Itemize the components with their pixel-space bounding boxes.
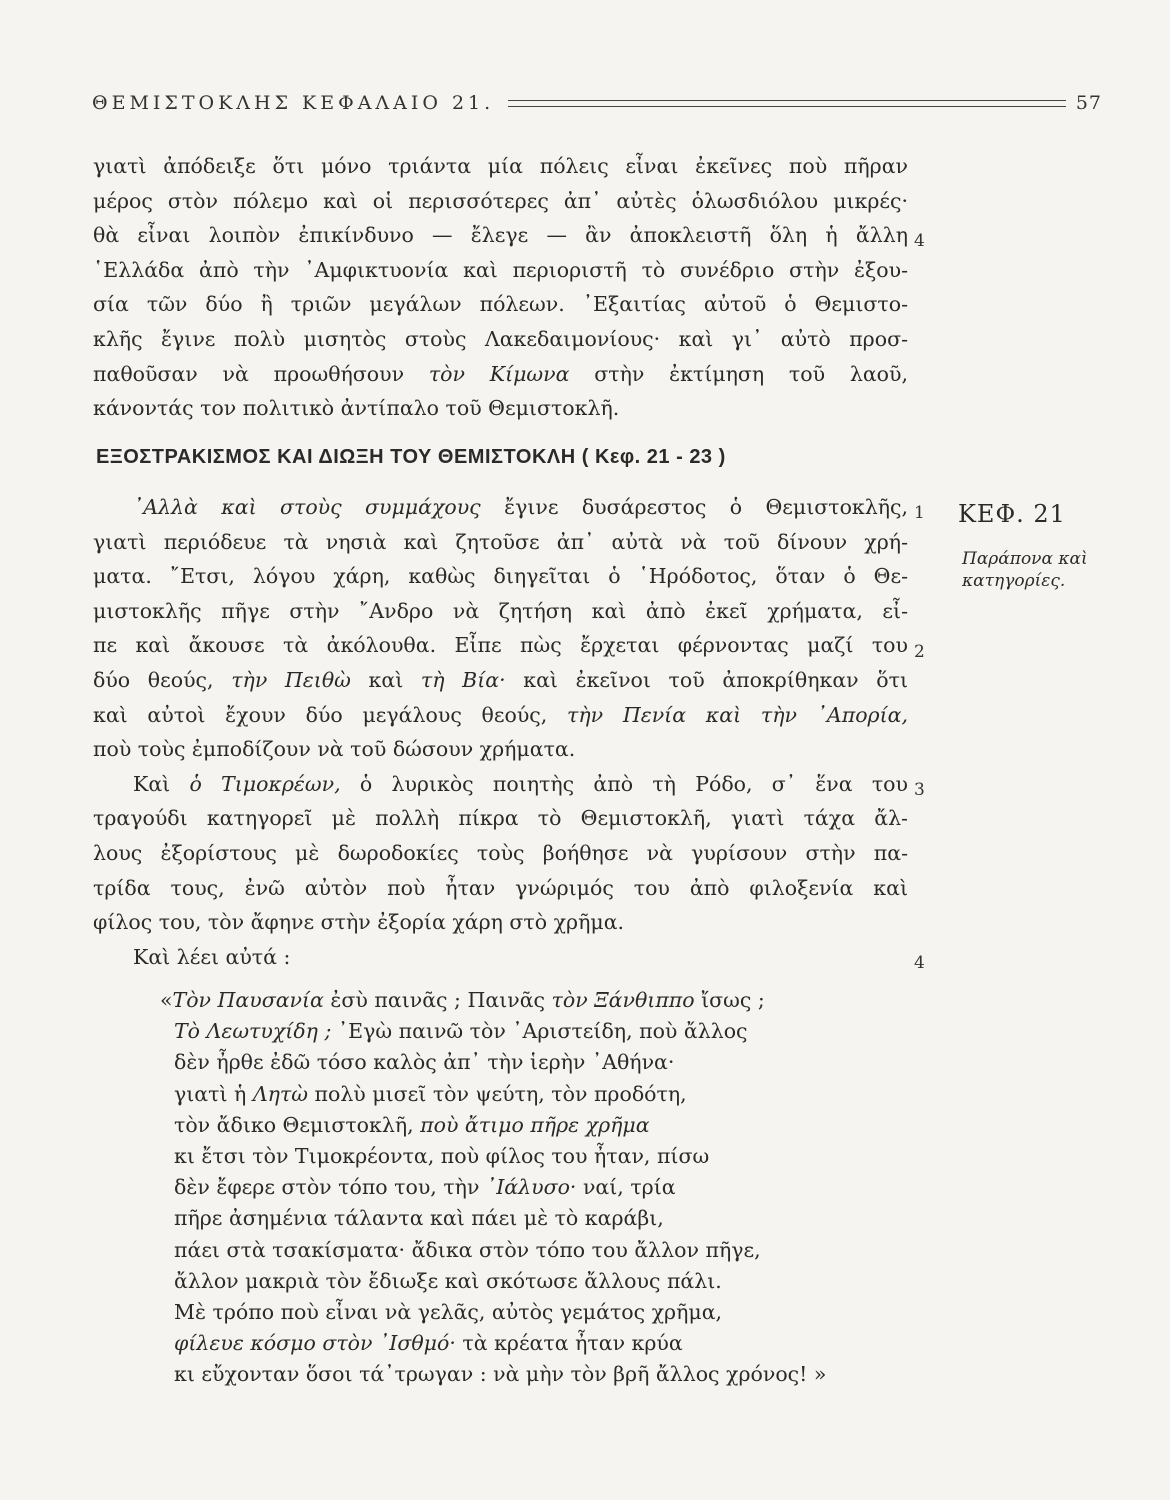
verse-line: κι εὔχονταν ὅσοι τά᾽τρωγαν : νὰ μὴν τὸν βρῆ ἄλλος χρόνος! »	[174, 1362, 827, 1387]
text-line: γιατὶ ἀπόδειξε ὅτι μόνο τριάντα μία πόλεις εἶναι ἐκεῖνες ποὺ πῆραν	[93, 154, 908, 178]
italic-run: Τὸν Παυσανία	[172, 988, 324, 1012]
text-line: γιατὶ περιόδευε τὰ νησιὰ καὶ ζητοῦσε ἀπ᾽ αὐτὰ νὰ τοῦ δίνουν χρή-	[93, 529, 908, 554]
text-line: πε καὶ ἄκουσε τὰ ἀκόλουθα. Εἶπε πὼς ἔρχεται φέρνοντας μαζί του	[93, 633, 908, 658]
text-run: γιατὶ ἡ	[174, 1081, 253, 1106]
text-line: φίλος του, τὸν ἄφηνε στὴν ἐξορία χάρη στὸ χρῆμα.	[93, 910, 625, 935]
text-line: μιστοκλῆς πῆγε στὴν ῎Ανδρο νὰ ζητήση καὶ ἀπὸ ἐκεῖ χρήματα, εἶ-	[93, 598, 908, 623]
italic-run: ὁ Τιμοκρέων,	[189, 771, 341, 796]
sidebar-note-line: Παράπονα καὶ	[962, 549, 1088, 569]
text-line: μέρος στὸν πόλεμο καὶ οἱ περισσότερες ἀπ᾽ αὐτὲς ὁλωσδιόλου μικρές·	[93, 188, 908, 213]
text-line: τρίδα τους, ἐνῶ αὐτὸν ποὺ ἦταν γνώριμός του ἀπὸ φιλοξενία καὶ	[93, 875, 908, 900]
italic-run: Τὸ Λεωτυχίδη ;	[174, 1019, 332, 1044]
text-run: καὶ ἐκεῖνοι τοῦ ἀποκρίθηκαν ὅτι	[505, 667, 908, 692]
italic-run: Λητὼ	[252, 1081, 308, 1106]
verse-line	[160, 1079, 920, 1110]
text-run: πολὺ μισεῖ τὸν ψεύτη, τὸν προδότη,	[307, 1081, 687, 1106]
sidebar-note-line: κατηγορίες.	[962, 571, 1066, 591]
text-line	[93, 767, 908, 802]
text-line: σία τῶν δύο ἢ τριῶν μεγάλων πόλεων. ᾽Εξαιτίας αὐτοῦ ὁ Θεμιστο-	[93, 292, 908, 317]
section-heading: ΕΞΟΣΤΡΑΚΙΣΜΟΣ ΚΑΙ ΔΙΩΞΗ ΤΟΥ ΘΕΜΙΣΤΟΚΛΗ ( Κεφ. 21 - 23 )	[96, 446, 726, 468]
italic-run: τὴν Πενία καὶ τὴν ᾽Απορία,	[567, 702, 908, 727]
italic-run: ᾽Ιάλυσο·	[485, 1175, 577, 1200]
text-line	[93, 357, 908, 392]
verse-line	[160, 1328, 920, 1359]
text-line: ποὺ τοὺς ἐμποδίζουν νὰ τοῦ δώσουν χρήματα.	[93, 737, 576, 762]
text-run: ἔγινε δυσάρεστος ὁ Θεμιστοκλῆς,	[480, 495, 908, 519]
text-line: ματα. ῎Ετσι, λόγου χάρη, καθὼς διηγεῖται ὁ ῾Ηρόδοτος, ὅταν ὁ Θε-	[93, 564, 908, 589]
text-run: «	[160, 988, 173, 1012]
italic-run: τὸν Ξάνθιππο	[551, 988, 695, 1012]
quoted-poem	[160, 985, 920, 1391]
text-run: δὲν ἔφερε στὸν τόπο του, τὴν	[174, 1175, 486, 1200]
verse-line: ἄλλον μακριὰ τὸν ἔδιωξε καὶ σκότωσε ἄλλους πάλι.	[174, 1268, 722, 1293]
text-run: ναί, τρία	[576, 1175, 676, 1200]
text-line	[93, 698, 908, 733]
verse-line: Μὲ τρόπο ποὺ εἶναι νὰ γελᾶς, αὐτὸς γεμάτος χρῆμα,	[174, 1300, 723, 1325]
text-run: στὴν ἐκτίμηση τοῦ λαοῦ,	[569, 361, 908, 386]
text-line: Καὶ λέει αὐτά :	[133, 944, 291, 969]
verse-line	[160, 985, 920, 1016]
sidebar-note	[962, 548, 1102, 592]
text-line: ῾Ελλάδα ἀπὸ τὴν ᾽Αμφικτυονία καὶ περιοριστῆ τὸ συνέδριο στὴν ἐξου-	[93, 257, 908, 282]
text-line: κάνοντάς τον πολιτικὸ ἀντίπαλο τοῦ Θεμιστοκλῆ.	[93, 396, 620, 421]
text-run: τὸν ἄδικο Θεμιστοκλῆ,	[174, 1112, 421, 1137]
italic-run: φίλευε κόσμο στὸν ᾽Ισθμό·	[174, 1331, 456, 1356]
italic-run: τὸν Κίμωνα	[428, 361, 570, 386]
paragraph-block-top	[93, 149, 908, 426]
verse-line: πῆρε ἀσημένια τάλαντα καὶ πάει μὲ τὸ καράβι,	[174, 1206, 664, 1231]
margin-line-number: 4	[914, 231, 925, 251]
page-number: 57	[1075, 92, 1102, 114]
margin-line-number: 3	[914, 780, 925, 800]
text-line: κλῆς ἔγινε πολὺ μισητὸς στοὺς Λακεδαιμονίους· καὶ γι᾽ αὐτὸ προσ-	[93, 326, 908, 351]
header-double-rule	[508, 100, 1066, 107]
running-header	[92, 88, 1102, 118]
italic-run: ποὺ ἄτιμο πῆρε χρῆμα	[420, 1112, 650, 1137]
verse-line	[160, 1110, 920, 1141]
italic-run: ᾽Αλλὰ καὶ στοὺς συμμάχους	[133, 495, 481, 519]
text-line: τραγούδι κατηγορεῖ μὲ πολλὴ πίκρα τὸ Θεμιστοκλῆ, γιατὶ τάχα ἄλ-	[93, 806, 908, 831]
verse-line: δὲν ἦρθε ἐδῶ τόσο καλὸς ἀπ᾽ τὴν ἱερὴν ᾽Αθήνα·	[174, 1050, 675, 1075]
header-title: ΘΕΜΙΣΤΟΚΛΗΣ ΚΕΦΑΛΑΙΟ 21.	[92, 92, 495, 114]
margin-line-number: 1	[914, 503, 925, 523]
text-run: ἴσως ;	[694, 988, 765, 1012]
text-line	[93, 663, 908, 698]
verse-line: κι ἔτσι τὸν Τιμοκρέοντα, ποὺ φίλος του ἦταν, πίσω	[174, 1144, 710, 1169]
text-run: δύο θεούς,	[93, 667, 232, 692]
verse-line	[160, 1172, 920, 1203]
text-line: θὰ εἶναι λοιπὸν ἐπικίνδυνο — ἔλεγε — ἂν ἀποκλειστῆ ὅλη ἡ ἄλλη	[93, 223, 908, 248]
verse-line: πάει στὰ τσακίσματα· ἄδικα στὸν τόπο του ἄλλον πῆγε,	[174, 1237, 761, 1262]
text-run: Καὶ	[133, 771, 190, 796]
text-run: παθοῦσαν νὰ προωθήσουν	[93, 361, 429, 386]
text-line: λους ἐξορίστους μὲ δωροδοκίες τοὺς βοήθησε νὰ γυρίσουν στὴν πα-	[93, 840, 908, 865]
text-run: καὶ	[350, 667, 421, 692]
text-run: ὁ λυρικὸς ποιητὴς ἀπὸ τὴ Ρόδο, σ᾽ ἕνα του	[340, 771, 908, 796]
italic-run: τὴν Πειθὼ	[231, 667, 351, 692]
text-run: καὶ αὐτοὶ ἔχουν δύο μεγάλους θεούς,	[93, 702, 568, 727]
text-run: ἐσὺ παινᾶς ; Παινᾶς	[323, 988, 552, 1012]
text-run: τὰ κρέατα ἦταν κρύα	[455, 1331, 683, 1356]
text-line	[93, 490, 908, 525]
margin-line-number: 4	[914, 953, 925, 973]
italic-run: τὴ Βία·	[420, 667, 506, 692]
sidebar-chapter-label: ΚΕΦ. 21	[958, 500, 1066, 528]
margin-line-number: 2	[914, 642, 925, 662]
verse-line	[160, 1016, 920, 1047]
paragraph-block-main	[93, 490, 908, 974]
text-run: ᾽Εγὼ παινῶ τὸν ᾽Αριστείδη, ποὺ ἄλλος	[331, 1019, 748, 1044]
